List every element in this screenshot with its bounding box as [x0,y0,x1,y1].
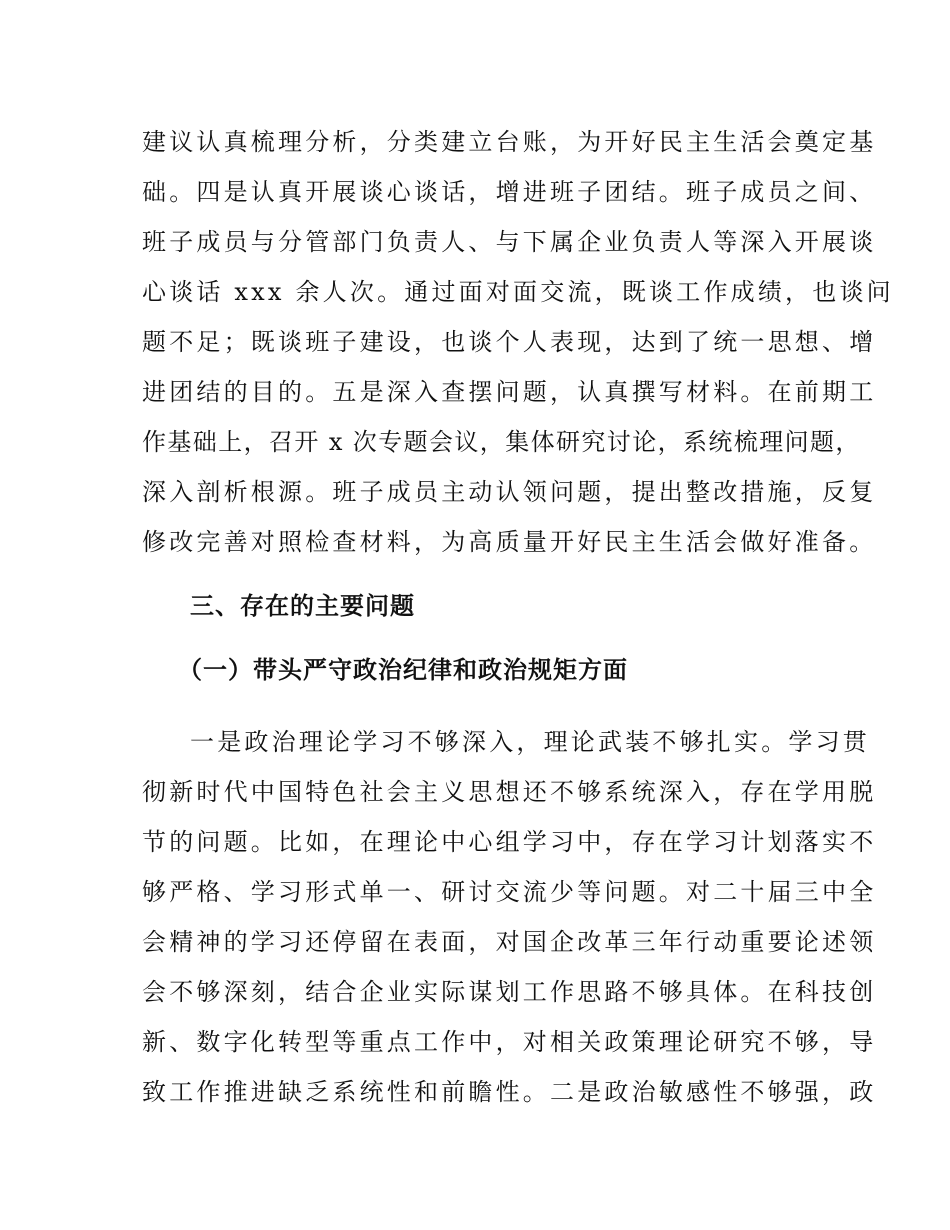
paragraph-line: 够严格、学习形式单一、研讨交流少等问题。对二十届三中全 [142,878,877,906]
paragraph-line: 深入剖析根源。班子成员主动认领问题，提出整改措施，反复 [142,478,877,506]
paragraph-line: 一是政治理论学习不够深入，理论武装不够扎实。学习贯 [190,728,870,756]
paragraph-line: 心谈话 xxx 余人次。通过面对面交流，既谈工作成绩，也谈问 [142,278,894,306]
section-heading: 三、存在的主要问题 [190,592,415,620]
paragraph-line: 彻新时代中国特色社会主义思想还不够系统深入，存在学用脱 [142,778,877,806]
subsection-heading: （一）带头严守政治纪律和政治规矩方面 [178,656,628,684]
paragraph-line: 会精神的学习还停留在表面，对国企改革三年行动重要论述领 [142,928,877,956]
paragraph-line: 节的问题。比如，在理论中心组学习中，存在学习计划落实不 [142,828,877,856]
paragraph-line: 致工作推进缺乏系统性和前瞻性。二是政治敏感性不够强，政 [142,1078,877,1106]
paragraph-line: 建议认真梳理分析，分类建立台账，为开好民主生活会奠定基 [142,128,877,156]
paragraph-line: 进团结的目的。五是深入查摆问题，认真撰写材料。在前期工 [142,378,877,406]
paragraph-line: 题不足；既谈班子建设，也谈个人表现，达到了统一思想、增 [142,328,877,356]
paragraph-line: 作基础上，召开 x 次专题会议，集体研究讨论，系统梳理问题， [142,428,861,456]
paragraph-line: 新、数字化转型等重点工作中，对相关政策理论研究不够，导 [142,1028,877,1056]
paragraph-line: 会不够深刻，结合企业实际谋划工作思路不够具体。在科技创 [142,978,877,1006]
paragraph-line: 础。四是认真开展谈心谈话，增进班子团结。班子成员之间、 [142,178,877,206]
paragraph-line: 班子成员与分管部门负责人、与下属企业负责人等深入开展谈 [142,228,877,256]
paragraph-line: 修改完善对照检查材料，为高质量开好民主生活会做好准备。 [142,528,877,556]
